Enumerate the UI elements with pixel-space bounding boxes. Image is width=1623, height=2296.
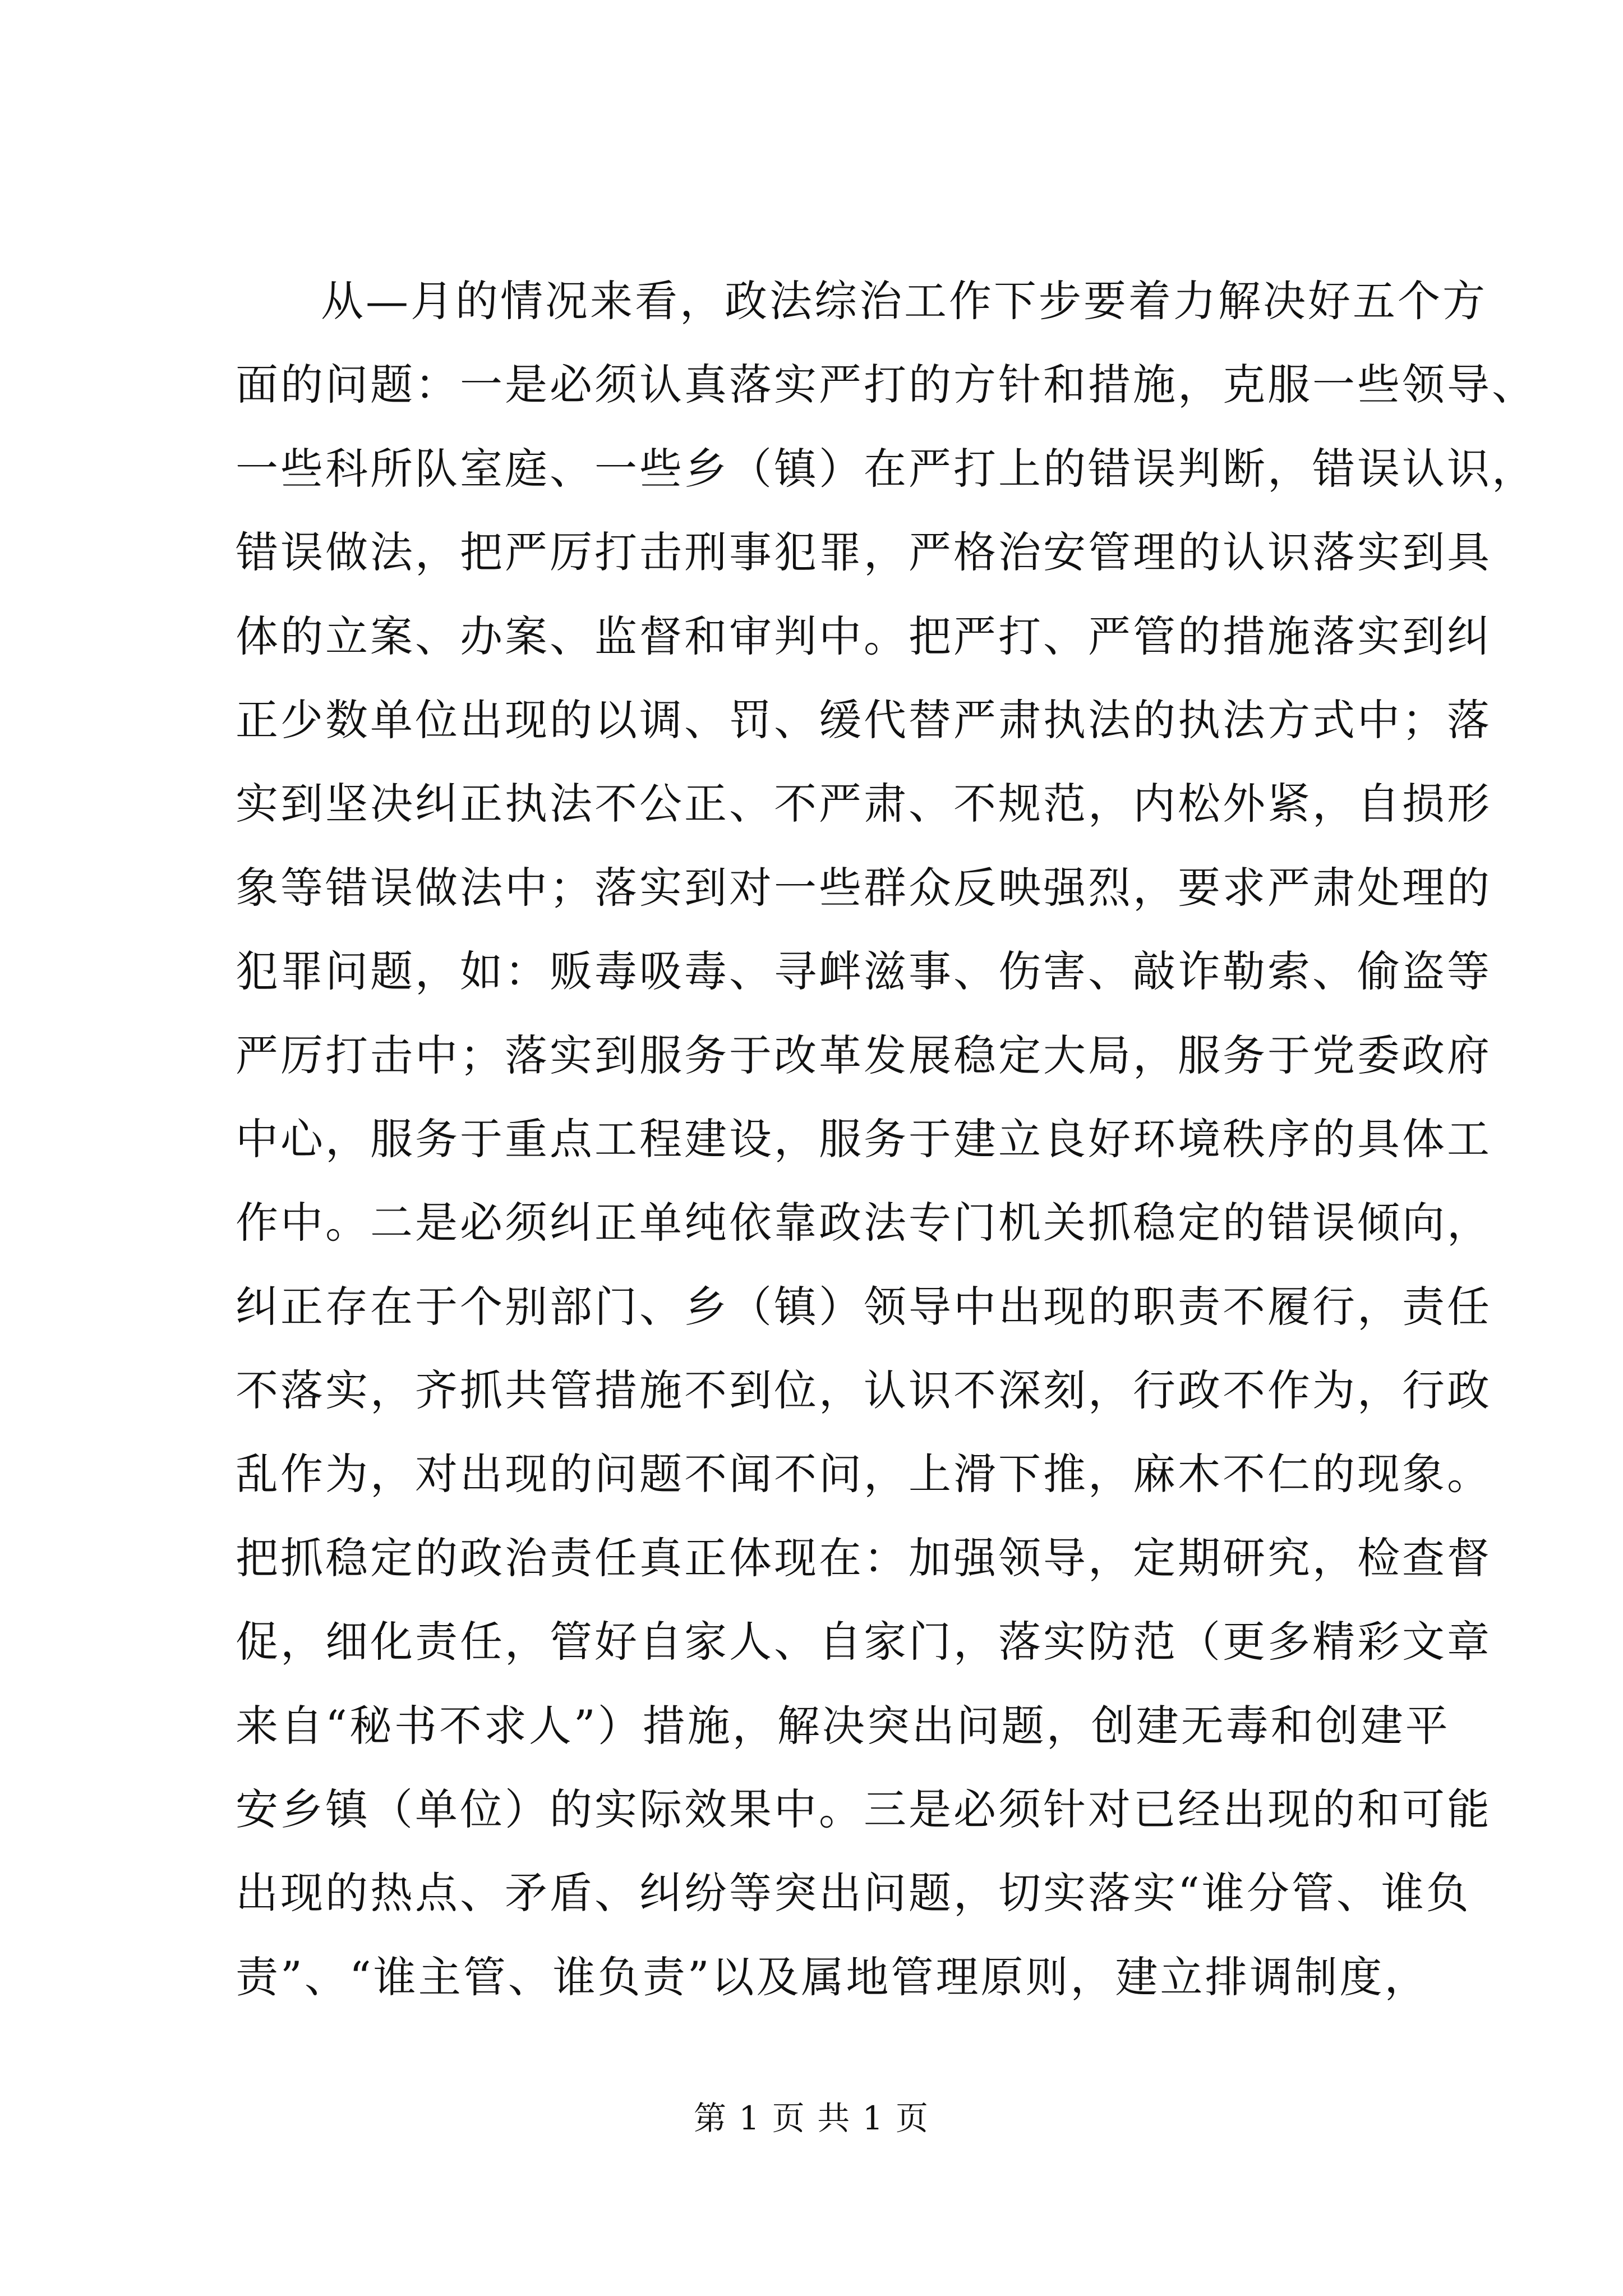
text-line-13: 纠正存在于个别部门、乡（镇）领导中出现的职责不履行，责任: [236, 1281, 1492, 1332]
text-line-14: 不落实，齐抓共管措施不到位，认识不深刻，行政不作为，行政: [236, 1365, 1492, 1416]
text-line-17: 促，细化责任，管好自家人、自家门，落实防范（更多精彩文章: [236, 1617, 1492, 1667]
body-paragraph: [236, 259, 1537, 2019]
text-line-11: 中心，服务于重点工程建设，服务于建立良好环境秩序的具体工: [236, 1114, 1492, 1164]
text-line-5: 体的立案、办案、监督和审判中。把严打、严管的措施落实到纠: [236, 611, 1492, 661]
text-line-21: 责”、“谁主管、谁负责”以及属地管理原则，建立排调制度，: [236, 1952, 1430, 2002]
text-line-3: 一些科所队室庭、一些乡（镇）在严打上的错误判断，错误认识，: [236, 443, 1537, 494]
text-line-15: 乱作为，对出现的问题不闻不问，上滑下推，麻木不仁的现象。: [236, 1449, 1492, 1499]
text-line-19: 安乡镇（单位）的实际效果中。三是必须针对已经出现的和可能: [236, 1784, 1492, 1835]
text-line-4: 错误做法，把严厉打击刑事犯罪，严格治安管理的认识落实到具: [236, 527, 1492, 578]
text-line-7: 实到坚决纠正执法不公正、不严肃、不规范，内松外紧，自损形: [236, 779, 1492, 829]
text-line-20: 出现的热点、矛盾、纠纷等突出问题，切实落实“谁分管、谁负: [236, 1868, 1471, 1918]
text-line-1: 从—月的情况来看，政法综治工作下步要着力解决好五个方: [321, 276, 1487, 326]
text-line-2: 面的问题：一是必须认真落实严打的方针和措施，克服一些领导、: [236, 360, 1537, 410]
page-number-footer: 第 1 页 共 1 页: [694, 2099, 929, 2137]
text-line-16: 把抓稳定的政治责任真正体现在：加强领导，定期研究，检查督: [236, 1533, 1492, 1583]
text-line-8: 象等错误做法中；落实到对一些群众反映强烈，要求严肃处理的: [236, 862, 1492, 913]
text-line-10: 严厉打击中；落实到服务于改革发展稳定大局，服务于党委政府: [236, 1030, 1492, 1080]
text-line-6: 正少数单位出现的以调、罚、缓代替严肃执法的执法方式中；落: [236, 694, 1492, 745]
text-line-18: 来自“秘书不求人”）措施，解决突出问题，创建无毒和创建平: [236, 1700, 1450, 1751]
text-line-9: 犯罪问题，如：贩毒吸毒、寻衅滋事、伤害、敲诈勒索、偷盗等: [236, 946, 1492, 997]
text-line-12: 作中。二是必须纠正单纯依靠政法专门机关抓稳定的错误倾向，: [236, 1198, 1492, 1248]
